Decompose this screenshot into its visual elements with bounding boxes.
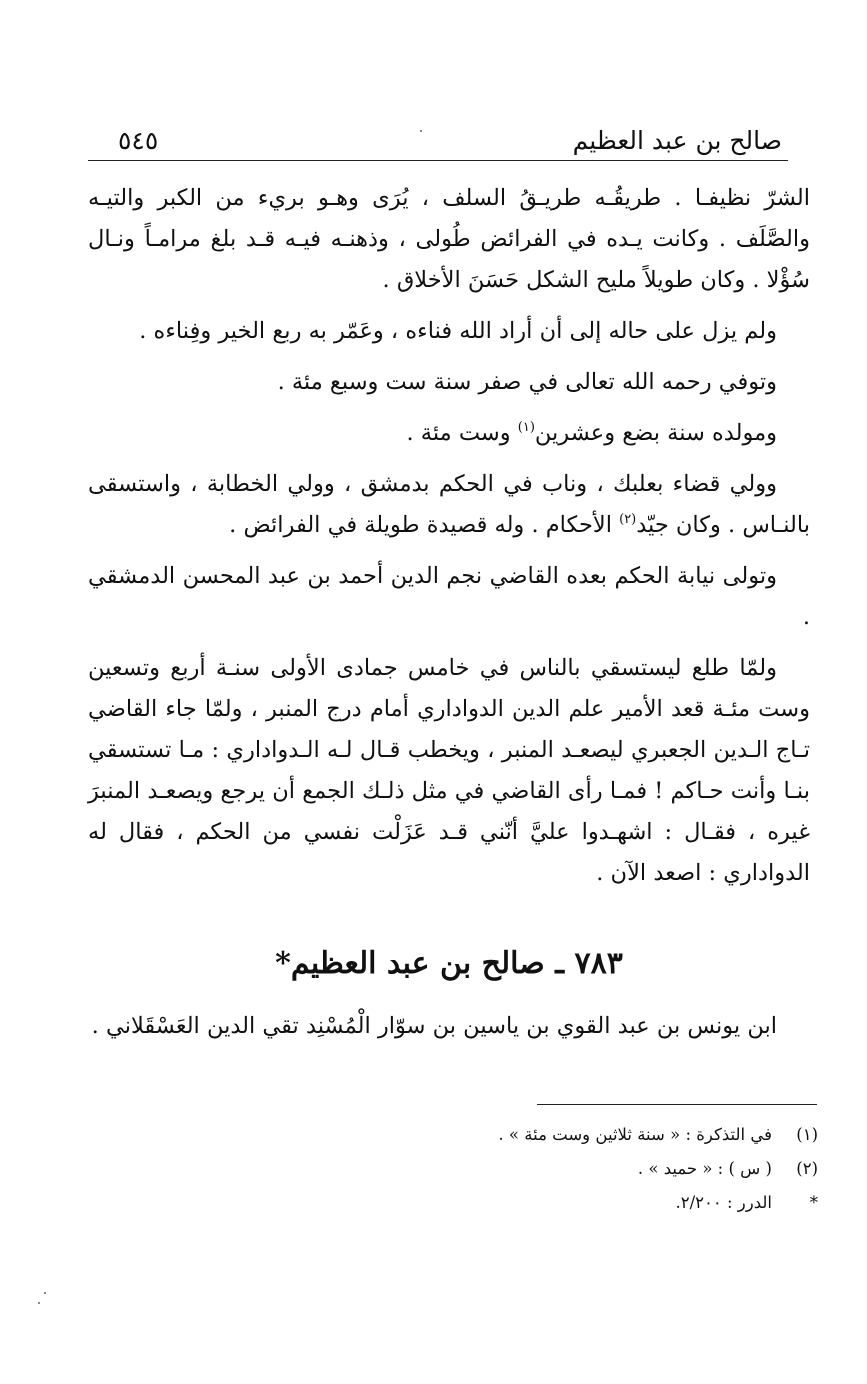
footnotes [88, 1118, 818, 1220]
paragraph-5-text-a: وولي قضاء بعلبك ، وناب في الحكم بدمشق ، وولي الخطابة ، واستسقى بالنـاس . وكان جيّد [88, 471, 810, 538]
body-text [88, 178, 810, 904]
paragraph-5 [88, 464, 810, 546]
paragraph-3: وتوفي رحمه الله تعالى في صفر سنة ست وسبع مئة . [277, 369, 777, 395]
footnote-text: في التذكرة : « سنة ثلاثين وست مئة » . [498, 1125, 772, 1144]
paragraph-1: الشرّ نظيفـا . طريقُـه طريـقُ السلف ، يُرَى وهـو بريء من الكبر والتيـه والصَّلَف . وكانت يـده في الفرائض طُولى ، وذهنـه فيـه قـد بلغ مرامـاً ونـال سُؤْلا . وكان طويلاً مليح الشكل حَسَنَ الأخلاق . [88, 185, 810, 293]
paragraph-2: ولم يزل على حاله إلى أن أراد الله فناءه ، وعَمّر به ربع الخير وفِناءه . [139, 318, 777, 344]
page-number: ٥٤٥ [118, 126, 159, 155]
footnote-mark: (١) [796, 1125, 818, 1144]
paragraph-7: ولمّا طلع ليستسقي بالناس في خامس جمادى الأولى سنـة أربع وتسعين وست مئـة قعد الأمير علم الدين الدواداري أمام درج المنبر ، ولمّا جاء القاضي تـاج الـدين الجعبري ليصعـد المنبر ، ويخطب قـال لـه الـدواداري : مـا تستسقي بنـا وأنت حـاكم ! فمـا رأى القاضي في مثل ذلـك الجمع أن يرجع ويصعـد المنبرَ غيره ، فقـال : اشهـدوا عليَّ أنّني قـد عَزَلْت نفسي من الحكم ، فقال له الدواداري : اصعد الآن . [88, 655, 810, 886]
scan-speck [44, 1292, 46, 1294]
running-title: صالح بن عبد العظيم [572, 126, 782, 155]
footnote-divider [537, 1104, 817, 1105]
footnote-2 [88, 1152, 818, 1186]
footnote-mark: (٢) [796, 1159, 818, 1178]
running-header [88, 118, 788, 161]
footnote-1 [88, 1118, 818, 1152]
entry-text: ابن يونس بن عبد القوي بن ياسين بن سوّار الْمُسْنِد تقي الدين العَسْقَلاني . [91, 1013, 777, 1039]
footnote-ref-2: (٢) [619, 512, 637, 527]
paragraph-6: وتولى نيابة الحكم بعده القاضي نجم الدين أحمد بن عبد المحسن الدمشقي . [88, 563, 810, 630]
footnote-ref-1: (١) [517, 420, 535, 435]
paragraph-5-text-b: الأحكام . وله قصيدة طويلة في الفرائض . [229, 512, 620, 538]
paragraph-4-text-a: ومولده سنة بضع وعشرين [534, 420, 777, 446]
paragraph-4-text-b: وست مئة . [406, 420, 518, 446]
paragraph-4 [88, 413, 810, 454]
scan-speck [420, 130, 422, 132]
footnote-text: الدرر : ٢/٢٠٠. [675, 1193, 772, 1212]
footnote-3 [88, 1186, 818, 1220]
scan-speck [38, 1302, 40, 1304]
entry-heading: ٧٨٣ ـ صالح بن عبد العظيم* [275, 946, 623, 981]
footnote-text: ( س ) : « حميد » . [637, 1159, 772, 1178]
footnote-mark: * [809, 1193, 818, 1212]
